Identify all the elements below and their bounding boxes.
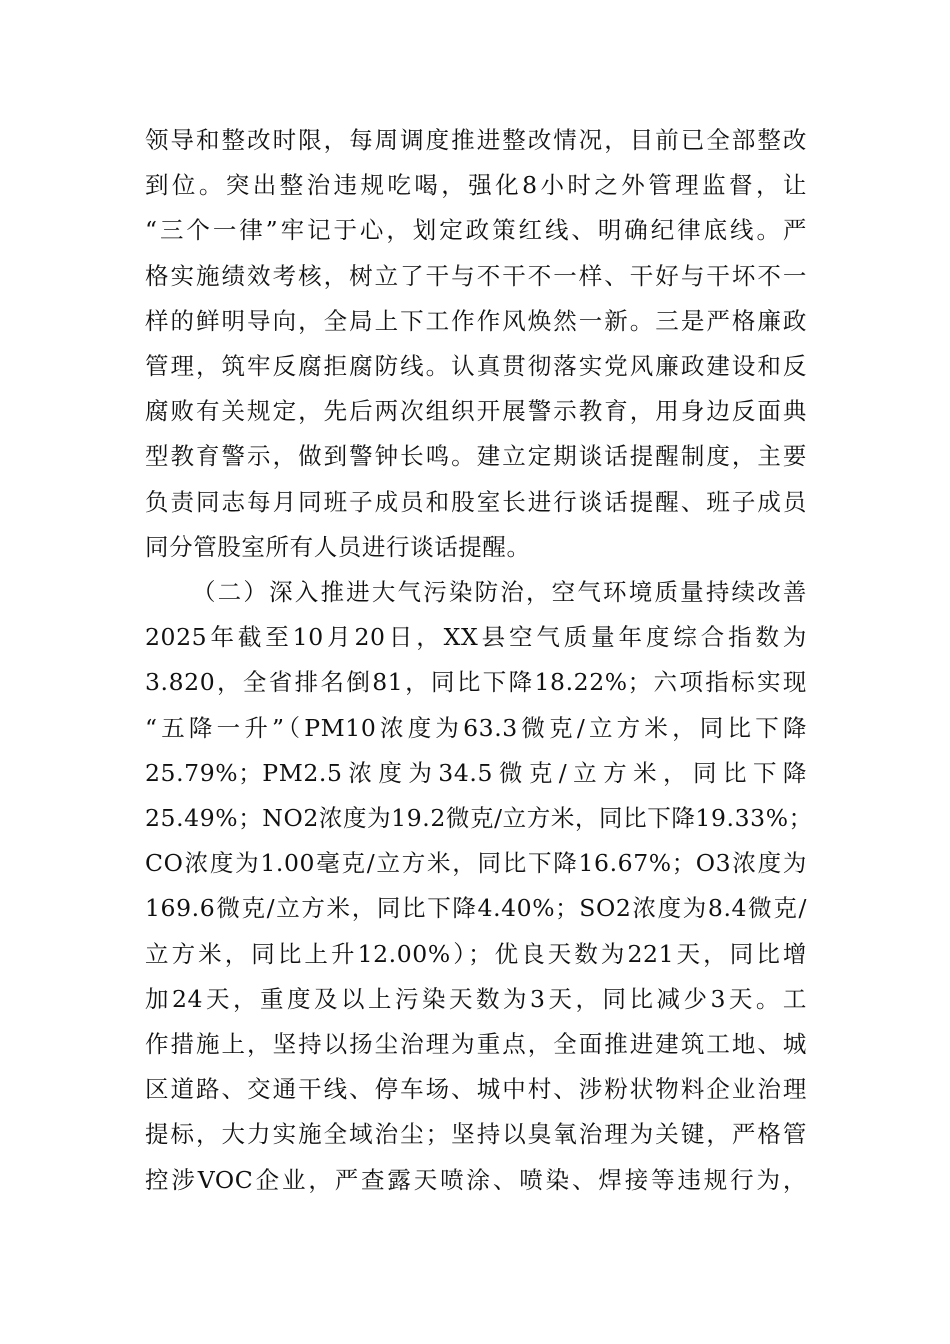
text-line: 立方米，同比上升12.00%）；优良天数为221天，同比增 [145, 939, 807, 968]
text-line: 控涉VOC企业，严查露天喷涂、喷染、焊接等违规行为， [145, 1165, 807, 1194]
text-line: 型教育警示，做到警钟长鸣。建立定期谈话提醒制度，主要 [145, 442, 807, 471]
text-line: 提标，大力实施全域治尘；坚持以臭氧治理为关键，严格管 [145, 1120, 807, 1149]
paragraph-air-pollution [145, 570, 813, 1203]
text-line: 区道路、交通干线、停车场、城中村、涉粉状物料企业治理 [145, 1075, 807, 1104]
text-line: 2025年截至10月20日，XX县空气质量年度综合指数为 [145, 623, 807, 652]
text-line: 作措施上，坚持以扬尘治理为重点，全面推进建筑工地、城 [145, 1030, 807, 1059]
text-line: 25.79%；PM2.5浓度为34.5微克/立方米，同比下降 [145, 758, 807, 787]
text-line: 同分管股室所有人员进行谈话提醒。 [145, 532, 531, 561]
text-line: “五降一升”（PM10浓度为63.3微克/立方米，同比下降 [145, 713, 807, 742]
section-heading: （二）深入推进大气污染防治，空气环境质量持续改善 [192, 578, 807, 607]
text-line: 到位。突出整治违规吃喝，强化8小时之外管理监督，让 [145, 171, 807, 200]
text-line: 格实施绩效考核，树立了干与不干不一样、干好与干坏不一 [145, 261, 807, 290]
text-line: CO浓度为1.00毫克/立方米，同比下降16.67%；O3浓度为 [145, 849, 807, 878]
text-line: 25.49%；NO2浓度为19.2微克/立方米，同比下降19.33%； [145, 804, 813, 833]
text-line: 领导和整改时限，每周调度推进整改情况，目前已全部整改 [145, 126, 807, 154]
text-line: 管理，筑牢反腐拒腐防线。认真贯彻落实党风廉政建设和反 [145, 352, 807, 381]
document-page [145, 118, 813, 1203]
text-line: 3.820，全省排名倒81，同比下降18.22%；六项指标实现 [145, 668, 807, 697]
text-line: 腐败有关规定，先后两次组织开展警示教育，用身边反面典 [145, 397, 807, 426]
text-line: 样的鲜明导向，全局上下工作作风焕然一新。三是严格廉政 [145, 306, 807, 335]
text-line: 169.6微克/立方米，同比下降4.40%；SO2浓度为8.4微克/ [145, 894, 807, 923]
paragraph-discipline [145, 118, 807, 570]
text-line: 加24天，重度及以上污染天数为3天，同比减少3天。工 [145, 984, 807, 1013]
text-line: 负责同志每月同班子成员和股室长进行谈话提醒、班子成员 [145, 487, 807, 516]
text-line: “三个一律”牢记于心，划定政策红线、明确纪律底线。严 [145, 216, 807, 245]
